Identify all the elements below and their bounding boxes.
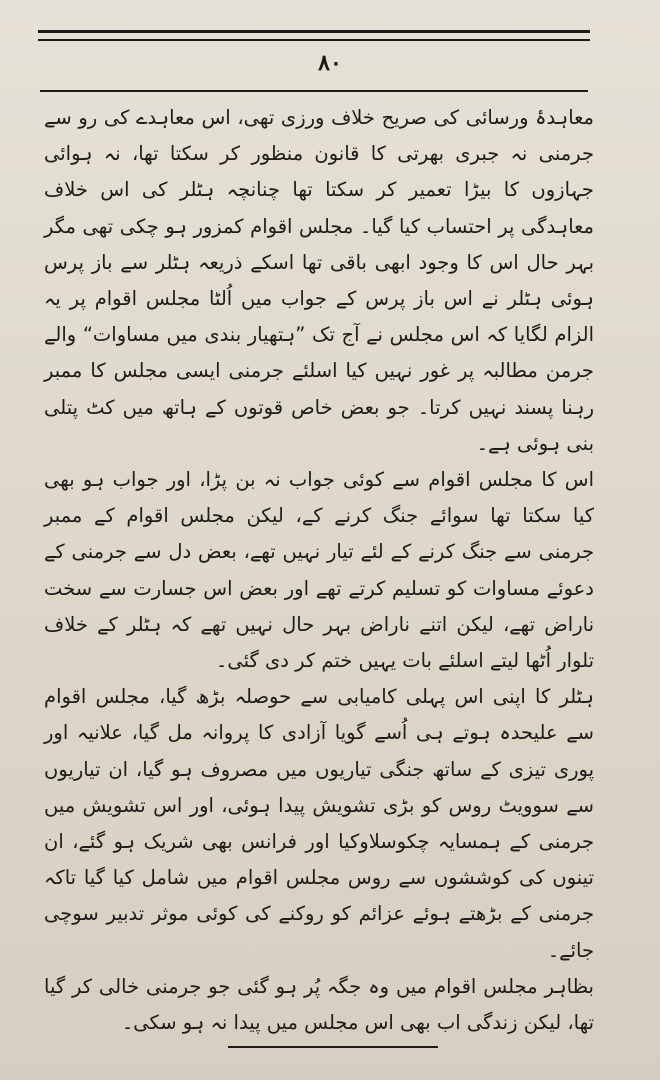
paragraph: بظاہر مجلس اقوام میں وہ جگہ پُر ہو گئی جو جرمنی خالی کر گیا تھا، لیکن زندگی اب بھی اس مجلس میں پیدا نہ ہو سکی۔ — [44, 974, 594, 1035]
top-double-rule-upper — [38, 30, 590, 33]
paragraph: معاہدۂ ورسائی کی صریح خلاف ورزی تھی، اس معاہدے کی رو سے جرمنی نہ جبری بھرتی کا قانون منظور کر سکتا تھا، نہ ہوائی جہازوں کا بیڑا تعمیر کر سکتا تھا چنانچہ ہٹلر کی اس خلاف معاہدگی پر احتساب کیا گیا۔ مجلس اقوام کمزور ہو چکی تھی مگر بہر حال اس کا وجود ابھی باقی تھا اسکے ذریعہ ہٹلر سے باز پرس ہوئی ہٹلر نے اس باز پرس کے جواب میں اُلٹا مجلس اقوام پر یہ الزام لگایا کہ اس مجلس نے آج تک ”ہتھیار بندی میں مساوات“ والے جرمن مطالبہ پر غور نہیں کیا اسلئے جرمنی ایسی مجلس کا ممبر رہنا پسند نہیں کرتا۔ جو بعض خاص قوتوں کے ہاتھ میں کٹ پتلی بنی ہوئی ہے۔ — [44, 106, 594, 455]
paragraph: ہٹلر کا اپنی اس پہلی کامیابی سے حوصلہ بڑھ گیا، مجلس اقوام سے علیحدہ ہوتے ہی اُسے گویا آزادی کا پروانہ مل گیا، علانیہ اور پوری تیزی کے ساتھ جنگی تیاریوں میں مصروف ہو گیا، ان تیاریوں سے سوویٹ روس کو بڑی تشویش پیدا ہوئی، اور اس تشویش میں جرمنی کے ہمسایہ چکوسلاوکیا اور فرانس بھی شریک ہو گئے، ان تینوں کی کوششوں سے روس مجلس اقوام میں شامل کیا گیا تاکہ جرمنی کے بڑھتے ہوئے عزائم کو روکنے کی کوئی موثر تدبیر سوچی جائے۔ — [44, 685, 594, 962]
page-body — [44, 100, 594, 1040]
paragraph: اس کا مجلس اقوام سے کوئی جواب نہ بن پڑا، اور جواب ہو بھی کیا سکتا تھا سوائے جنگ کرنے کے، لیکن مجلس اقوام کے ممبر جرمنی سے جنگ کرنے کے لئے تیار نہیں تھے، بعض دل سے جرمنی کے دعوئے مساوات کو تسلیم کرتے تھے اور بعض اس جسارت سے سخت ناراض تھے، لیکن اتنے ناراض بہر حال نہیں تھے کہ ہٹلر کے خلاف تلوار اُٹھا لیتے اسلئے بات یہیں ختم کر دی گئی۔ — [44, 468, 594, 673]
end-rule — [228, 1046, 438, 1048]
top-double-rule-lower — [38, 39, 590, 41]
header-rule — [40, 90, 588, 92]
page-number: ۸۰ — [318, 50, 342, 76]
